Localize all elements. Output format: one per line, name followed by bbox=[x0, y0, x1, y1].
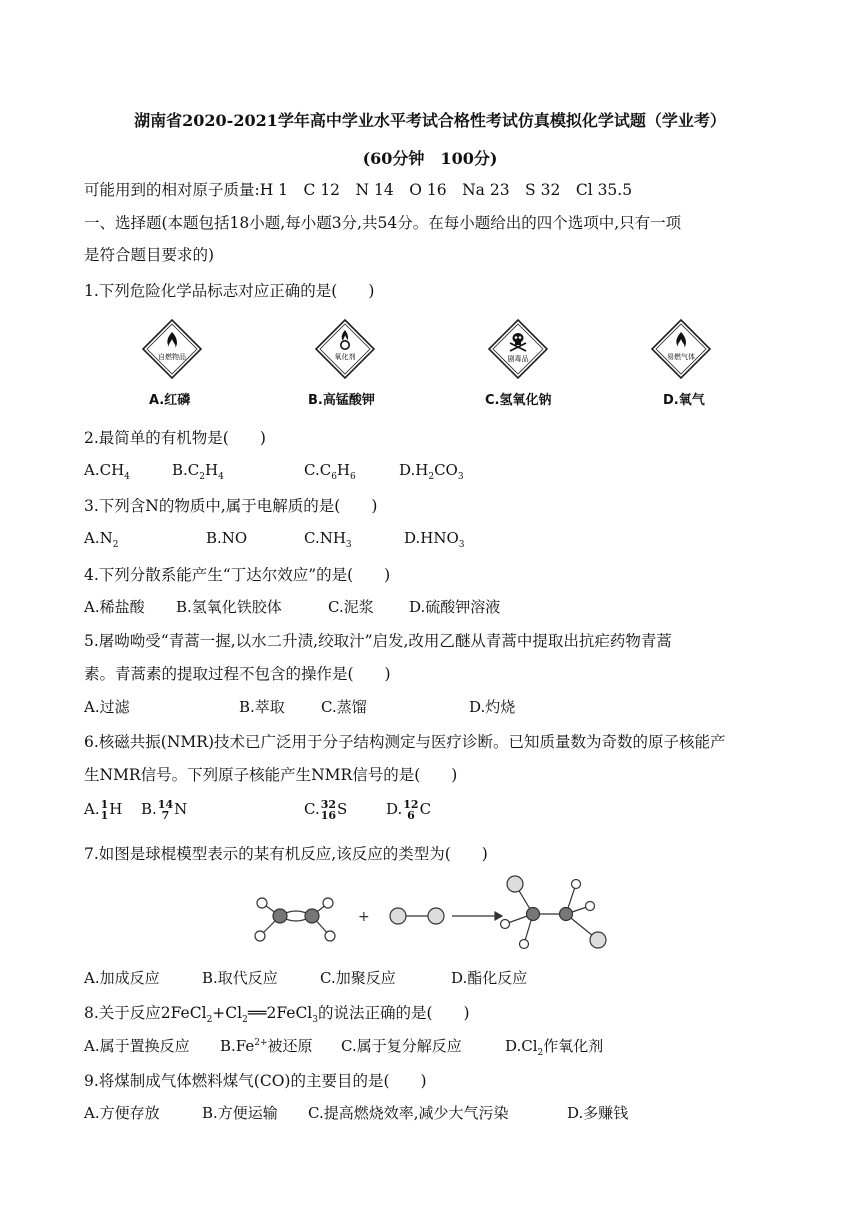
atomic-masses: 可能用到的相对原子质量:H 1 C 12 N 14 O 16 Na 23 S 32 Cl 35.5 bbox=[84, 181, 633, 199]
hazard-sign-b bbox=[314, 318, 376, 380]
q6-stem-cont: 生NMR信号。下列原子核能产生NMR信号的是( ) bbox=[84, 766, 458, 784]
svg-text:自燃物品: 自燃物品 bbox=[158, 353, 186, 361]
q2-option-d: $D.H_2CO_3$ bbox=[399, 461, 464, 482]
q5-option-a: A.过滤 bbox=[84, 698, 130, 716]
q8-option-d: $D.Cl_2$作氧化剂 bbox=[505, 1037, 604, 1058]
skull-icon bbox=[487, 318, 549, 380]
q5-stem: 5.屠呦呦受“青蒿一握,以水二升渍,绞取汁”启发,改用乙醚从青蒿中提取出抗疟药物青蒿 bbox=[84, 632, 672, 650]
plus-sign: + bbox=[358, 909, 370, 925]
q9-option-a: A.方便存放 bbox=[84, 1104, 160, 1122]
q7-option-a: A.加成反应 bbox=[84, 969, 160, 987]
q3-option-b: B.NO bbox=[206, 529, 248, 547]
ball-stick-reaction-diagram bbox=[240, 870, 620, 960]
q8-option-c: C.属于复分解反应 bbox=[341, 1037, 462, 1055]
q2-option-b: $B.C_2H_4$ bbox=[172, 461, 224, 482]
q4-option-b: B.氢氧化铁胶体 bbox=[176, 598, 282, 616]
q5-option-d: D.灼烧 bbox=[469, 698, 516, 716]
q9-option-d: D.多赚钱 bbox=[567, 1104, 629, 1122]
exam-meta: (60分钟 100分) bbox=[362, 149, 498, 168]
q7-option-d: D.酯化反应 bbox=[451, 969, 528, 987]
q5-stem-cont: 素。青蒿素的提取过程不包含的操作是( ) bbox=[84, 665, 391, 683]
q4-stem: 4.下列分散系能产生“丁达尔效应”的是( ) bbox=[84, 566, 391, 584]
hazard-sign-c bbox=[487, 318, 549, 380]
section-instructions-cont: 是符合题目要求的) bbox=[84, 246, 215, 264]
hazard-sign-d bbox=[650, 318, 712, 380]
hazard-sign-a bbox=[141, 318, 203, 380]
q6-option-d: D. 12 6 C bbox=[386, 798, 432, 822]
q8-option-a: A.属于置换反应 bbox=[84, 1037, 190, 1055]
q7-option-c: C.加聚反应 bbox=[320, 969, 396, 987]
section-instructions: 一、选择题(本题包括18小题,每小题3分,共54分。在每小题给出的四个选项中,只有一项 bbox=[84, 214, 682, 232]
q1-stem: 1.下列危险化学品标志对应正确的是( ) bbox=[84, 282, 375, 300]
q2-stem: 2.最简单的有机物是( ) bbox=[84, 429, 266, 447]
svg-text:剧毒品: 剧毒品 bbox=[507, 355, 529, 363]
q4-option-c: C.泥浆 bbox=[328, 598, 374, 616]
q3-option-c: $C.NH_3$ bbox=[304, 529, 352, 550]
q5-option-b: B.萃取 bbox=[239, 698, 285, 716]
flame-icon bbox=[141, 318, 203, 380]
q6-option-b: B. 14 7 N bbox=[141, 798, 188, 822]
q6-option-c: C. 32 16 S bbox=[304, 798, 348, 822]
flame-over-circle-icon bbox=[314, 318, 376, 380]
q4-option-d: D.硫酸钾溶液 bbox=[409, 598, 501, 616]
q4-option-a: A.稀盐酸 bbox=[84, 598, 145, 616]
q5-option-c: C.蒸馏 bbox=[321, 698, 367, 716]
sign-b-caption: B.高锰酸钾 bbox=[308, 393, 375, 408]
svg-text:氧化剂: 氧化剂 bbox=[334, 353, 356, 361]
sign-c-caption: C.氢氧化钠 bbox=[485, 393, 552, 408]
q3-option-a: $A.N_2$ bbox=[84, 529, 119, 550]
q7-stem: 7.如图是球棍模型表示的某有机反应,该反应的类型为( ) bbox=[84, 845, 488, 863]
q3-stem: 3.下列含N的物质中,属于电解质的是( ) bbox=[84, 497, 378, 515]
q9-stem: 9.将煤制成气体燃料煤气(CO)的主要目的是( ) bbox=[84, 1072, 427, 1090]
q3-option-d: $D.HNO_3$ bbox=[404, 529, 465, 550]
flame-icon bbox=[650, 318, 712, 380]
page-title: 湖南省2020-2021学年高中学业水平考试合格性考试仿真模拟化学试题（学业考） bbox=[134, 111, 726, 130]
q2-option-a: $A.CH_4$ bbox=[84, 461, 130, 482]
q2-option-c: $C.C_6H_6$ bbox=[304, 461, 356, 482]
q6-stem: 6.核磁共振(NMR)技术已广泛用于分子结构测定与医疗诊断。已知质量数为奇数的原子核能产 bbox=[84, 733, 726, 751]
q9-option-b: B.方便运输 bbox=[202, 1104, 278, 1122]
q9-option-c: C.提高燃烧效率,减少大气污染 bbox=[308, 1104, 509, 1122]
sign-a-caption: A.红磷 bbox=[149, 393, 191, 408]
svg-text:易燃气体: 易燃气体 bbox=[667, 353, 695, 361]
sign-d-caption: D.氧气 bbox=[663, 393, 705, 408]
q7-option-b: B.取代反应 bbox=[202, 969, 278, 987]
q8-stem: 8.关于反应$2FeCl_2+Cl_2══2FeCl_3$的说法正确的是( ) bbox=[84, 1004, 470, 1026]
q6-option-a: A. 1 1 H bbox=[84, 798, 123, 822]
q8-option-b: $B.Fe^{2+}$被还原 bbox=[220, 1037, 313, 1055]
